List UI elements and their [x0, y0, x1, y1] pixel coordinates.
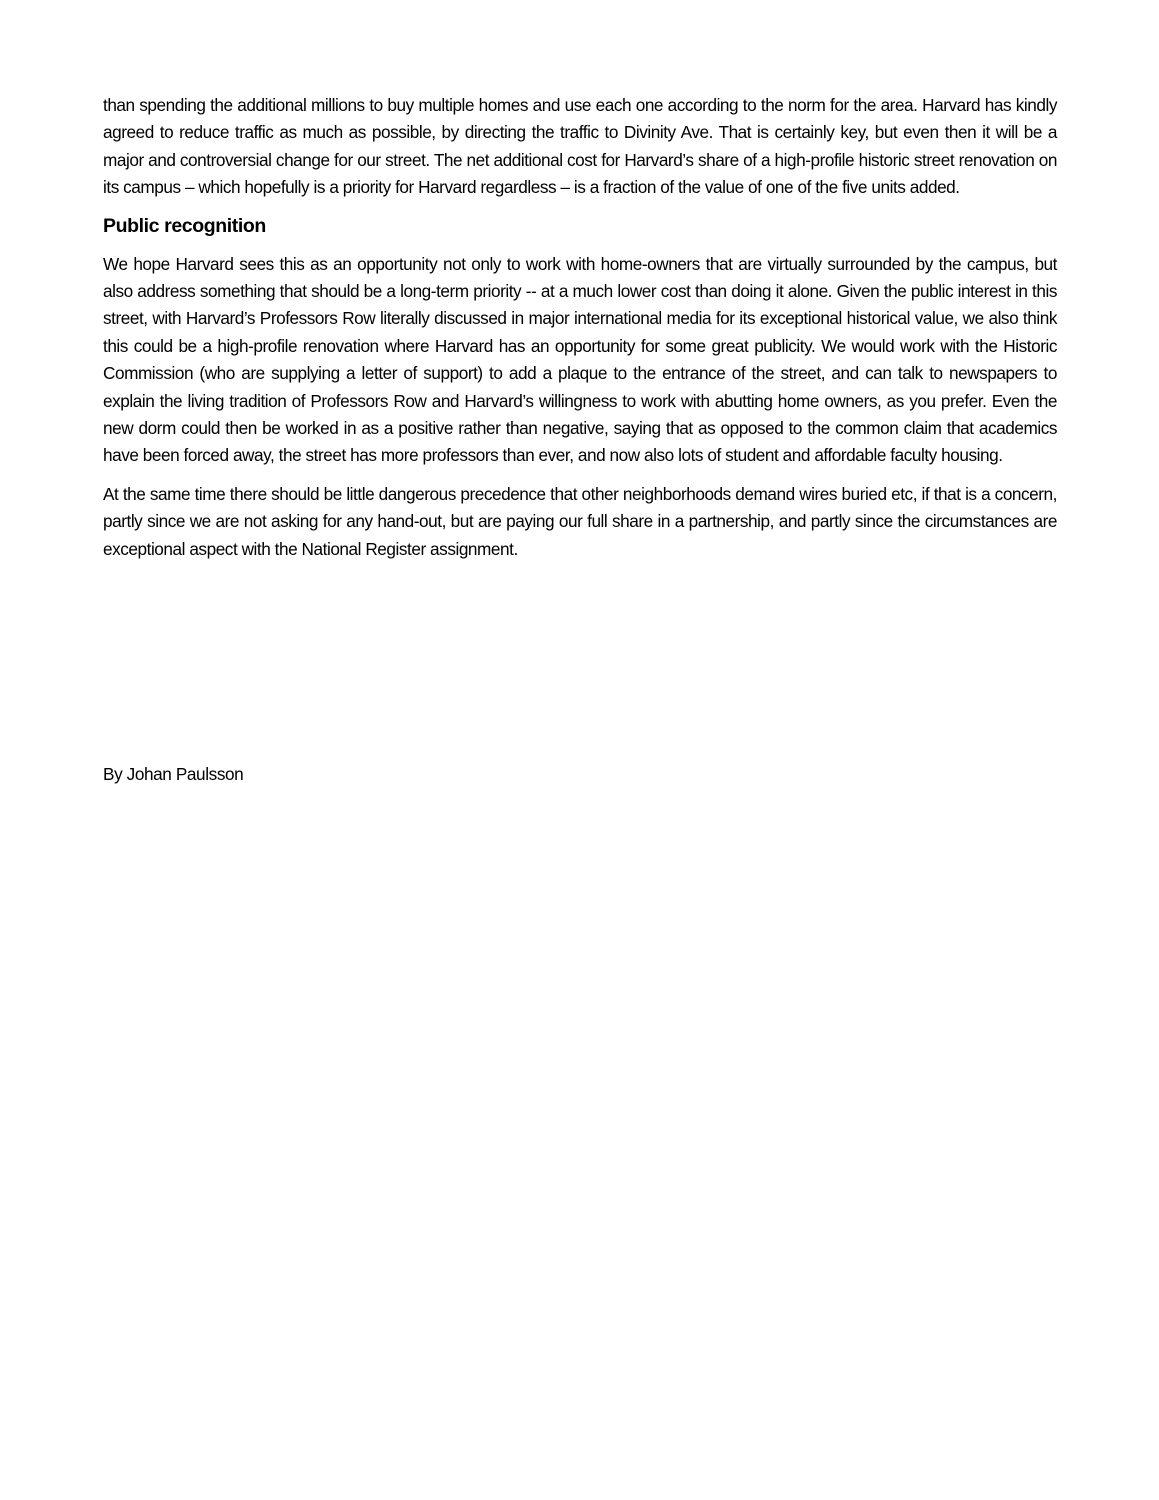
paragraph-public-recognition: We hope Harvard sees this as an opportunity not only to work with home-owners that are virtually surrounded by the campus, but also address something that should be a long-term priority -- at a much lower cost than doing it alone. Given the public interest in this street, with Harvard’s Professors Row literally discussed in major international media for its exceptional historical value, we also think this could be a high-profile renovation where Harvard has an opportunity for some great publicity. We would work with the Historic Commission (who are supplying a letter of support) to add a plaque to the entrance of the street, and can talk to newspapers to explain the living tradition of Professors Row and Harvard’s willingness to work with abutting home owners, as you prefer. Even the new dorm could then be worked in as a positive rather than negative, saying that as opposed to the common claim that academics have been forced away, the street has more professors than ever, and now also lots of student and affordable faculty housing. — [103, 253, 1057, 466]
paragraph-intro: than spending the additional millions to buy multiple homes and use each one according to the norm for the area. Harvard has kindly agreed to reduce traffic as much as possible, by directing the traffic to Divinity Ave. That is certainly key, but even then it will be a major and controversial change for our street. The net additional cost for Harvard’s share of a high-profile historic street renovation on its campus – which hopefully is a priority for Harvard regardless – is a fraction of the value of one of the five units added. — [103, 95, 1057, 198]
section-heading: Public recognition — [103, 214, 266, 237]
signature: By Johan Paulsson — [103, 764, 244, 784]
document-page — [103, 92, 1057, 574]
paragraph-precedence: At the same time there should be little dangerous precedence that other neighborhoods demand wires buried etc, if that is a concern, partly since we are not asking for any hand-out, but are paying our full share in a partnership, and partly since the circumstances are exceptional aspect with the National Register assignment. — [103, 483, 1057, 559]
